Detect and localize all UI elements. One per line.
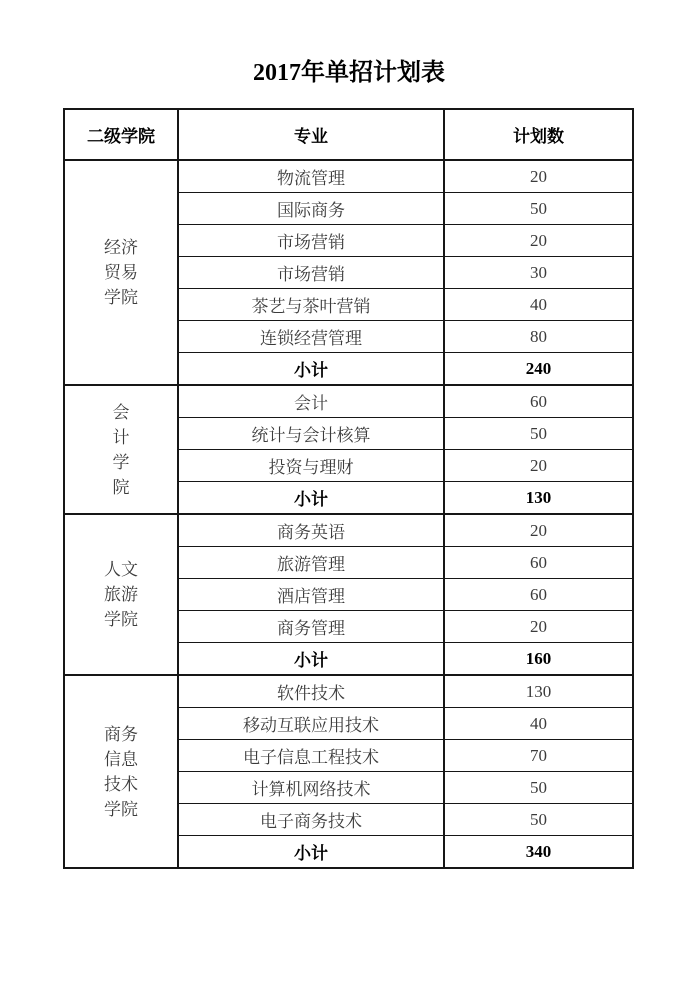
major-cell: 统计与会计核算: [178, 418, 444, 450]
major-cell: 电子信息工程技术: [178, 740, 444, 772]
college-cell: [64, 675, 178, 868]
college-line: 商务: [104, 724, 138, 744]
count-cell: 40: [444, 708, 633, 740]
table-row: [64, 514, 633, 547]
subtotal-value-cell: 160: [444, 643, 633, 676]
enrollment-plan-table: [63, 108, 634, 869]
major-cell: 连锁经营管理: [178, 321, 444, 353]
table-row: [64, 385, 633, 418]
college-line: 旅游: [104, 585, 138, 604]
college-line: 学院: [104, 799, 138, 819]
college-line: 技术: [104, 774, 138, 794]
college-line: 院: [112, 477, 130, 497]
college-line: 贸易: [104, 263, 138, 282]
count-cell: 80: [444, 321, 633, 353]
subtotal-value-cell: 340: [444, 836, 633, 869]
count-cell: 60: [444, 547, 633, 579]
count-cell: 50: [444, 193, 633, 225]
major-cell: 商务英语: [178, 514, 444, 547]
subtotal-value-cell: 240: [444, 353, 633, 386]
college-cell: [64, 160, 178, 385]
college-line: 学院: [104, 288, 138, 307]
col-header-college: 二级学院: [64, 109, 178, 160]
major-cell: 旅游管理: [178, 547, 444, 579]
major-cell: 投资与理财: [178, 450, 444, 482]
college-line: 计: [112, 427, 130, 447]
college-line: 会: [112, 402, 130, 422]
college-cell: [64, 514, 178, 675]
col-header-major: 专业: [178, 109, 444, 160]
college-cell: [64, 385, 178, 514]
subtotal-label-cell: 小计: [178, 353, 444, 386]
count-cell: 20: [444, 225, 633, 257]
subtotal-value-cell: 130: [444, 482, 633, 515]
major-cell: 物流管理: [178, 160, 444, 193]
count-cell: 20: [444, 514, 633, 547]
count-cell: 20: [444, 450, 633, 482]
count-cell: 20: [444, 160, 633, 193]
college-line: 学: [112, 452, 130, 472]
count-cell: 50: [444, 772, 633, 804]
major-cell: 市场营销: [178, 257, 444, 289]
major-cell: 市场营销: [178, 225, 444, 257]
col-header-count: 计划数: [444, 109, 633, 160]
count-cell: 60: [444, 385, 633, 418]
major-cell: 茶艺与茶叶营销: [178, 289, 444, 321]
major-cell: 移动互联应用技术: [178, 708, 444, 740]
count-cell: 50: [444, 804, 633, 836]
major-cell: 电子商务技术: [178, 804, 444, 836]
table-row: [64, 160, 633, 193]
college-line: 人文: [104, 560, 138, 579]
count-cell: 20: [444, 611, 633, 643]
count-cell: 40: [444, 289, 633, 321]
subtotal-label-cell: 小计: [178, 643, 444, 676]
count-cell: 70: [444, 740, 633, 772]
count-cell: 60: [444, 579, 633, 611]
major-cell: 国际商务: [178, 193, 444, 225]
table-row: [64, 675, 633, 708]
subtotal-label-cell: 小计: [178, 836, 444, 869]
college-line: 经济: [104, 238, 138, 257]
count-cell: 50: [444, 418, 633, 450]
header-row: [64, 109, 633, 160]
major-cell: 酒店管理: [178, 579, 444, 611]
subtotal-label-cell: 小计: [178, 482, 444, 515]
major-cell: 商务管理: [178, 611, 444, 643]
major-cell: 计算机网络技术: [178, 772, 444, 804]
major-cell: 会计: [178, 385, 444, 418]
page-title: 2017年单招计划表: [253, 60, 445, 86]
major-cell: 软件技术: [178, 675, 444, 708]
college-line: 信息: [104, 749, 138, 769]
count-cell: 130: [444, 675, 633, 708]
college-line: 学院: [104, 610, 138, 629]
count-cell: 30: [444, 257, 633, 289]
